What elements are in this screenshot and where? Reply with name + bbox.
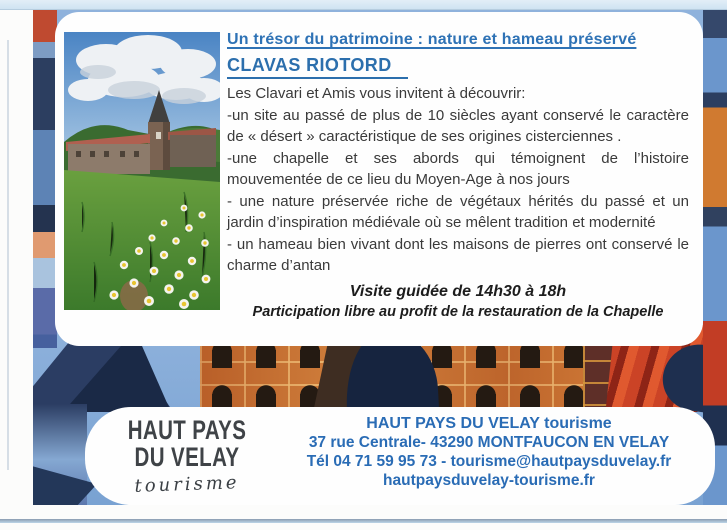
bullet-item: -une chapelle et ses abords qui témoignent de l’histoire mouvementée de ce lieu du Moyen-Age à nos jours (227, 149, 689, 188)
logo-text-line2: DU VELAY (134, 442, 240, 472)
participation-note: Participation libre au profit de la restauration de la Chapelle (252, 303, 664, 320)
contact-website: hautpaysduvelay-tourisme.fr (383, 472, 595, 489)
visit-hours: Visite guidée de 14h30 à 18h (349, 282, 567, 300)
contact-phone-email: Tél 04 71 59 95 73 - tourisme@hautpaysduvelay.fr (306, 453, 672, 470)
contact-org-name: HAUT PAYS DU VELAY tourisme (366, 415, 612, 432)
card-intro: Les Clavari et Amis vous invitent à découvrir: (227, 85, 526, 102)
contact-block (275, 414, 703, 490)
mural-left-strip (33, 8, 57, 348)
card-title: Un trésor du patrimoine : nature et hameau préservé (227, 31, 637, 48)
footer-contact-card (85, 407, 715, 505)
haut-pays-du-velay-logo (99, 417, 275, 495)
contact-address: 37 rue Centrale- 43290 MONTFAUCON EN VELAY (308, 434, 670, 451)
scan-edge-bottom (0, 519, 727, 523)
bullet-list (227, 105, 689, 277)
village-church-meadow-photo (64, 32, 220, 310)
scan-edge-left (7, 40, 9, 470)
bullet-item: - une nature préservée riche de végétaux hérités du passé et un jardin d’inspiration médiévale où se mêlent tradition et modernité (227, 192, 689, 231)
bullet-item: -un site au passé de plus de 10 siècles ayant conservé le caractère de « désert » caractéristique de ses origines cisterciennes . (227, 106, 689, 145)
scan-edge-top (0, 0, 727, 10)
card-text (227, 28, 689, 320)
logo-script-tourisme: tourisme (134, 472, 240, 497)
bullet-item: - un hameau bien vivant dont les maisons de pierres ont conservé le charme d’antan (227, 235, 689, 274)
logo-text-line1: HAUT PAYS (127, 415, 247, 445)
card-subtitle: CLAVAS RIOTORD (227, 54, 408, 79)
info-card (55, 12, 703, 346)
